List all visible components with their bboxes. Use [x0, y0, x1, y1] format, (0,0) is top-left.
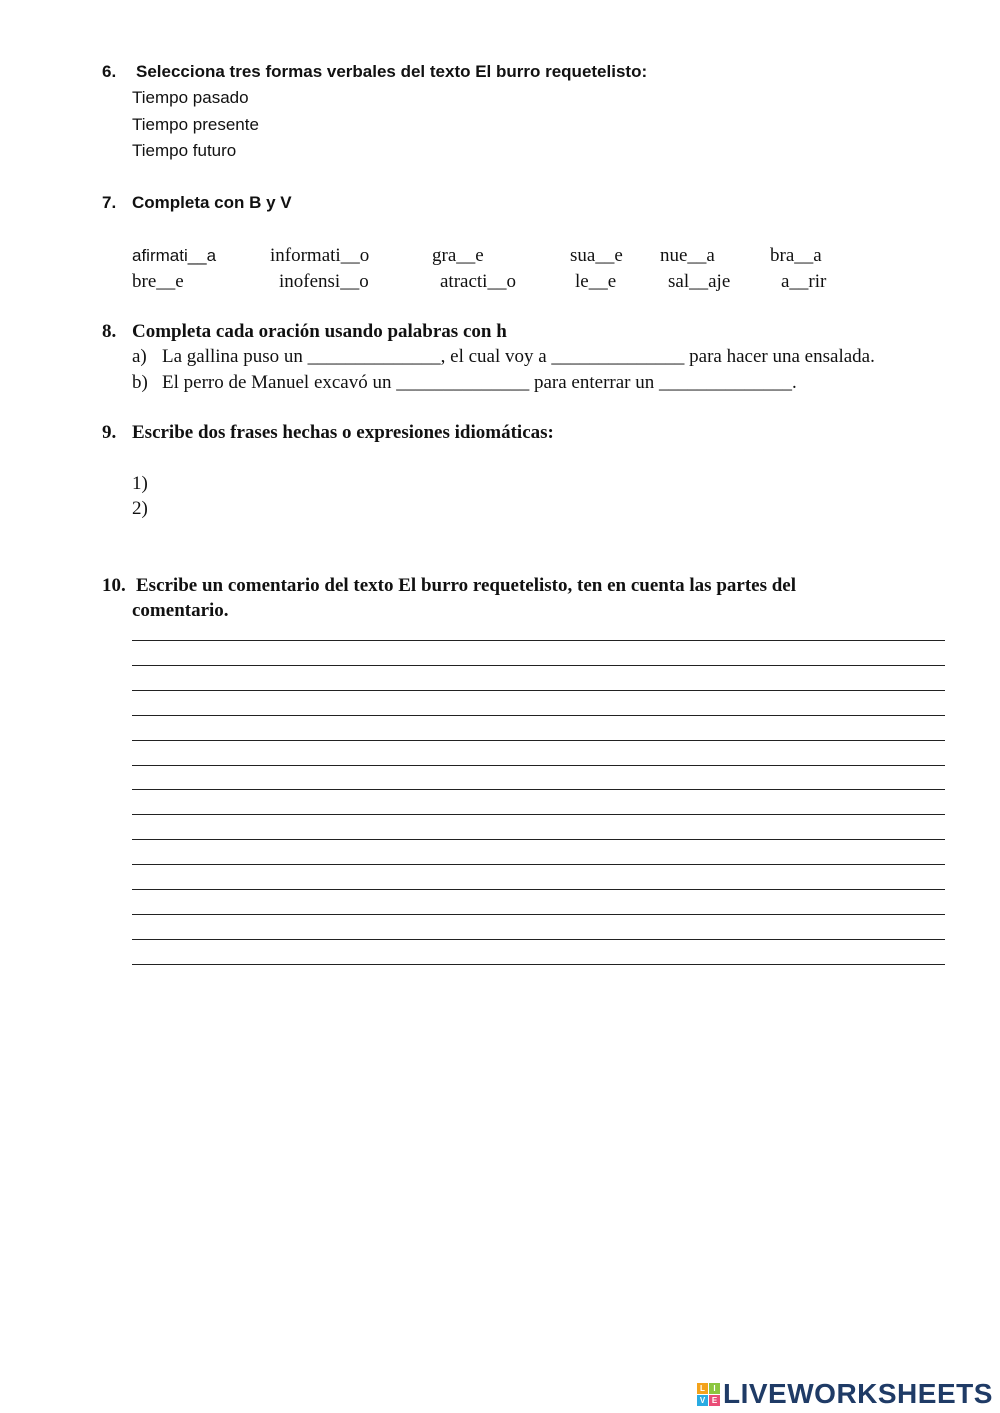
logo-mark-icon [697, 1383, 720, 1406]
q7-word: nue__a [660, 245, 715, 266]
logo-letter: L [697, 1383, 708, 1394]
answer-line[interactable] [132, 640, 945, 641]
q10-title-line2: comentario. [132, 600, 229, 621]
logo-letter: V [697, 1395, 708, 1406]
answer-line[interactable] [132, 715, 945, 716]
answer-line[interactable] [132, 765, 945, 766]
q8-a-label: a) [132, 346, 147, 367]
q10-title-line1: Escribe un comentario del texto El burro requetelisto, ten en cuenta las partes del [136, 575, 797, 596]
q7-word: informati__o [270, 245, 370, 266]
q7-word: atracti__o [440, 271, 516, 292]
q7-word: bre__e [132, 271, 184, 292]
answer-line[interactable] [132, 964, 945, 965]
q6-item-future: Tiempo futuro [132, 141, 237, 160]
q7-word: afirmati__a [132, 246, 217, 265]
q6-number: 6. [102, 62, 117, 81]
q9-number: 9. [102, 422, 117, 443]
answer-line[interactable] [132, 690, 945, 691]
q8-b-sentence: El perro de Manuel excavó un ______________ para enterrar un ______________. [162, 372, 797, 393]
q9-title: Escribe dos frases hechas o expresiones idiomáticas: [132, 422, 554, 443]
q7-title: Completa con B y V [132, 193, 292, 212]
answer-line[interactable] [132, 665, 945, 666]
q7-word: bra__a [770, 245, 822, 266]
q7-word: sal__aje [668, 271, 731, 292]
brand-name: LIVEWORKSHEETS [723, 1378, 993, 1409]
q6-item-past: Tiempo pasado [132, 88, 249, 107]
liveworksheets-logo [697, 1376, 993, 1412]
q7-word: sua__e [570, 245, 623, 266]
q9-item-2: 2) [132, 498, 148, 519]
logo-letter: E [709, 1395, 720, 1406]
q6-title: Selecciona tres formas verbales del texto El burro requetelisto: [136, 62, 648, 81]
answer-line[interactable] [132, 864, 945, 865]
q7-word: inofensi__o [279, 271, 369, 292]
q10-number: 10. [102, 575, 126, 596]
answer-line[interactable] [132, 889, 945, 890]
answer-line[interactable] [132, 789, 945, 790]
logo-letter: I [709, 1383, 720, 1394]
answer-line[interactable] [132, 939, 945, 940]
q9-item-1: 1) [132, 473, 148, 494]
q8-b-label: b) [132, 372, 148, 393]
q7-word: le__e [575, 271, 617, 292]
q7-number: 7. [102, 193, 117, 212]
q7-word: a__rir [781, 271, 827, 292]
q7-word: gra__e [432, 245, 484, 266]
q8-number: 8. [102, 321, 117, 342]
q6-item-present: Tiempo presente [132, 115, 259, 134]
answer-line[interactable] [132, 914, 945, 915]
answer-line[interactable] [132, 839, 945, 840]
q8-title: Completa cada oración usando palabras con h [132, 321, 507, 342]
q8-a-sentence: La gallina puso un ______________, el cual voy a ______________ para hacer una ensalada. [162, 346, 875, 367]
answer-line[interactable] [132, 740, 945, 741]
answer-line[interactable] [132, 814, 945, 815]
